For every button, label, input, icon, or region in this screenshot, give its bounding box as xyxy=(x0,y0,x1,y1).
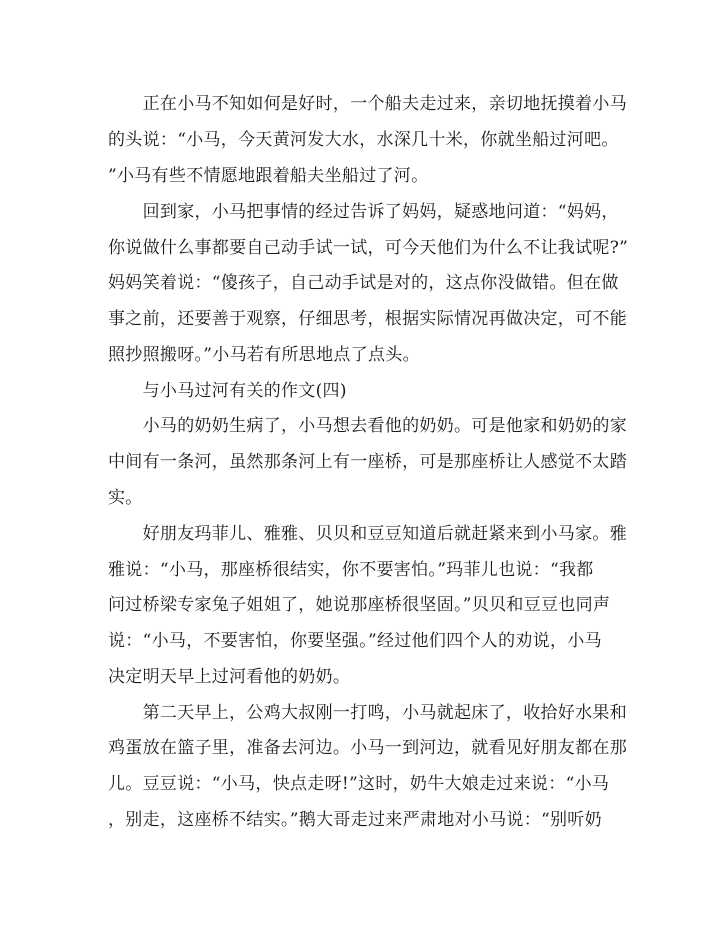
text-line: 正在小马不知如何是好时，一个船夫走过来，亲切地抚摸着小马 xyxy=(108,94,627,114)
text-line: 儿。豆豆说：“小马，快点走呀!”这时，奶牛大娘走过来说：“小马 xyxy=(108,774,610,794)
text-line: 小马的奶奶生病了，小马想去看他的奶奶。可是他家和奶奶的家 xyxy=(108,416,627,436)
text-line: 鸡蛋放在篮子里，准备去河边。小马一到河边，就看见好朋友都在那 xyxy=(108,738,627,758)
text-line: 好朋友玛菲儿、雅雅、贝贝和豆豆知道后就赶紧来到小马家。雅 xyxy=(108,524,627,544)
text-line: 的头说：“小马，今天黄河发大水，水深几十米，你就坐船过河吧。 xyxy=(108,130,619,150)
text-line: 雅说：“小马，那座桥很结实，你不要害怕。”玛菲儿也说：“我都 xyxy=(108,560,594,580)
text-line: ，别走，这座桥不结实。”鹅大哥走过来严肃地对小马说：“别听奶 xyxy=(108,810,602,830)
text-line: 说：“小马，不要害怕，你要坚强。”经过他们四个人的劝说，小马 xyxy=(108,631,602,651)
text-line: 中间有一条河，虽然那条河上有一座桥，可是那座桥让人感觉不太踏 xyxy=(108,452,627,472)
text-line: 照抄照搬呀。”小马若有所思地点了点头。 xyxy=(108,345,420,365)
text-line: 问过桥梁专家兔子姐姐了，她说那座桥很坚固。”贝贝和豆豆也同声 xyxy=(108,595,611,615)
text-line: 回到家，小马把事情的经过告诉了妈妈，疑惑地问道：“妈妈， xyxy=(108,202,619,222)
text-line: 决定明天早上过河看他的奶奶。 xyxy=(108,667,351,687)
text-line: 实。 xyxy=(108,488,143,508)
text-line: 妈妈笑着说：“傻孩子，自己动手试是对的，这点你没做错。但在做 xyxy=(108,273,619,293)
text-line: 事之前，还要善于观察，仔细思考，根据实际情况再做决定，可不能 xyxy=(108,309,627,329)
text-line: 第二天早上，公鸡大叔刚一打鸣，小马就起床了，收拾好水果和 xyxy=(108,703,627,723)
text-line: 你说做什么事都要自己动手试一试，可今天他们为什么不让我试呢?” xyxy=(108,238,629,258)
text-line: ”小马有些不情愿地跟着船夫坐船过了河。 xyxy=(108,166,429,186)
section-heading: 与小马过河有关的作文(四) xyxy=(108,381,347,401)
